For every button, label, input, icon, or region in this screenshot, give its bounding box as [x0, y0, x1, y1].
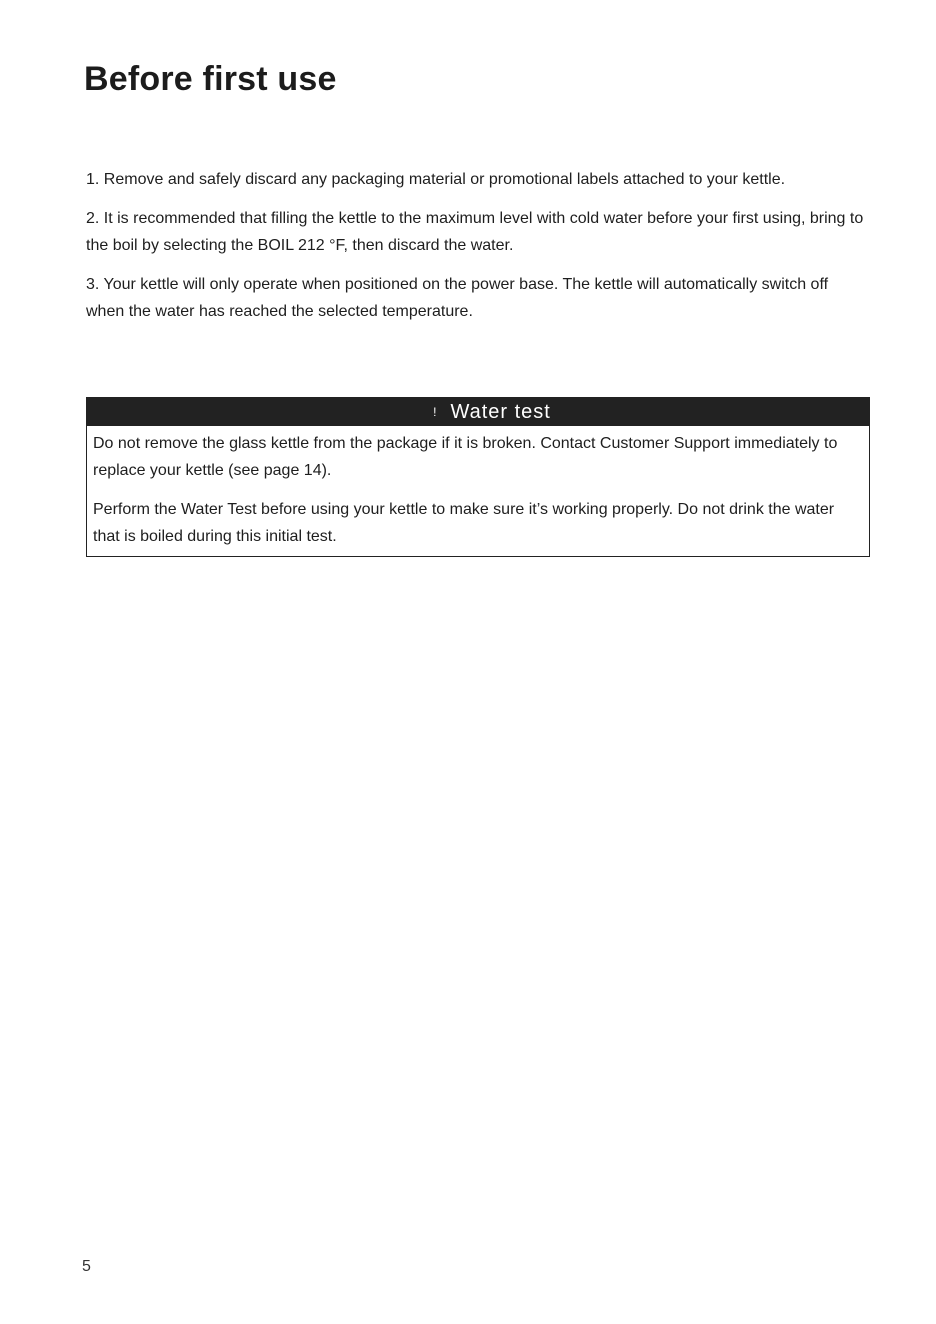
page-title: Before first use	[84, 60, 337, 98]
page-number: 5	[82, 1258, 91, 1275]
notice-heading: Water test	[450, 400, 551, 423]
water-test-notice	[86, 397, 870, 557]
steps-list	[86, 166, 866, 337]
notice-body	[87, 426, 869, 556]
notice-header	[87, 398, 869, 426]
notice-paragraph-2: Perform the Water Test before using your kettle to make sure it’s working properly. Do not drink the water that is boiled during this initial test.	[93, 501, 835, 545]
step-3: 3. Your kettle will only operate when positioned on the power base. The kettle will automatically switch off when the water has reached the selected temperature.	[86, 276, 829, 320]
step-2: 2. It is recommended that filling the kettle to the maximum level with cold water before your first using, bring to the boil by selecting the BOIL 212 °F, then discard the water.	[86, 210, 864, 254]
notice-paragraph-1: Do not remove the glass kettle from the package if it is broken. Contact Customer Support immediately to replace your kettle (see page 14).	[93, 435, 838, 479]
warning-icon: !	[433, 405, 437, 419]
step-1: 1. Remove and safely discard any packaging material or promotional labels attached to your kettle.	[86, 171, 786, 188]
